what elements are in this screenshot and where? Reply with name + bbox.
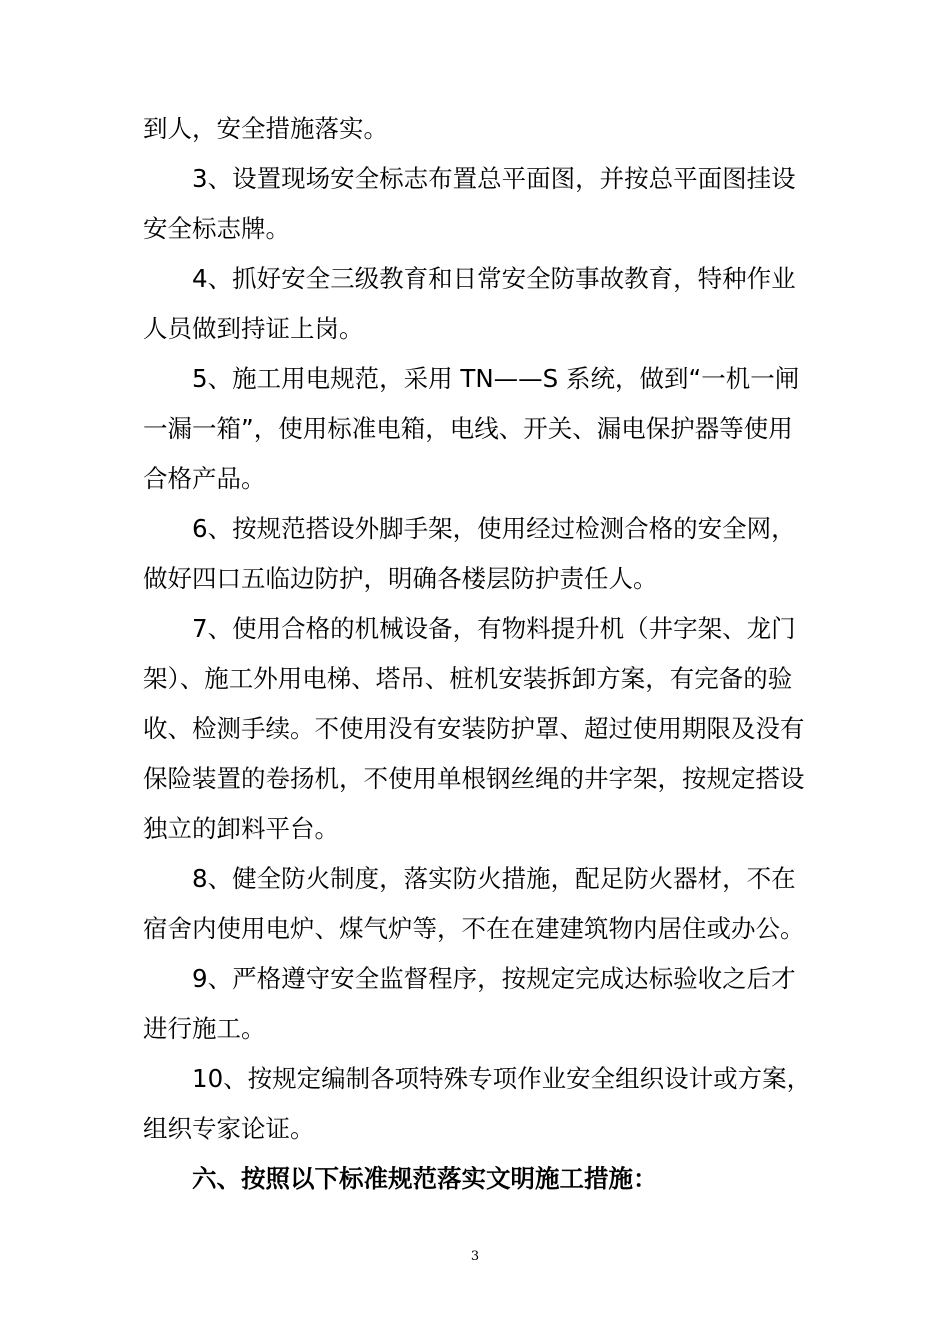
section-heading: 六、按照以下标准规范落实文明施工措施： — [192, 1164, 658, 1193]
document-body — [143, 104, 831, 1204]
text-line: 人员做到持证上岗。 — [143, 314, 364, 343]
text-line: 合格产品。 — [143, 464, 266, 493]
text-line: 组织专家论证。 — [143, 1114, 315, 1143]
text-line: 宿舍内使用电炉、煤气炉等，不在在建建筑物内居住或办公。 — [143, 914, 805, 943]
text-line: 10、按规定编制各项特殊专项作业安全组织设计或方案， — [192, 1064, 812, 1093]
text-line: 保险装置的卷扬机，不使用单根钢丝绳的井字架，按规定搭设 — [143, 764, 805, 793]
text-line: 7、使用合格的机械设备，有物料提升机（井字架、龙门 — [192, 614, 796, 643]
text-line: 安全标志牌。 — [143, 214, 290, 243]
text-line: 收、检测手续。不使用没有安装防护罩、超过使用期限及没有 — [143, 714, 805, 743]
text-line: 8、健全防火制度，落实防火措施，配足防火器材，不在 — [192, 864, 796, 893]
page-number: 3 — [470, 1249, 480, 1264]
text-line: 到人，安全措施落实。 — [143, 114, 388, 143]
text-line: 6、按规范搭设外脚手架，使用经过检测合格的安全网， — [192, 514, 796, 543]
text-line: 做好四口五临边防护，明确各楼层防护责任人。 — [143, 564, 658, 593]
text-line: 一漏一箱”，使用标准电箱，电线、开关、漏电保护器等使用 — [143, 414, 793, 443]
text-line: 进行施工。 — [143, 1014, 266, 1043]
text-line: 独立的卸料平台。 — [143, 814, 339, 843]
text-line: 9、严格遵守安全监督程序，按规定完成达标验收之后才 — [192, 964, 796, 993]
text-line: 4、抓好安全三级教育和日常安全防事故教育，特种作业 — [192, 264, 796, 293]
text-line: 3、设置现场安全标志布置总平面图，并按总平面图挂设 — [192, 164, 796, 193]
text-line: 架）、施工外用电梯、塔吊、桩机安装拆卸方案，有完备的验 — [143, 664, 793, 693]
text-line: 5、施工用电规范，采用 TN——S 系统，做到“一机一闸 — [192, 364, 800, 393]
